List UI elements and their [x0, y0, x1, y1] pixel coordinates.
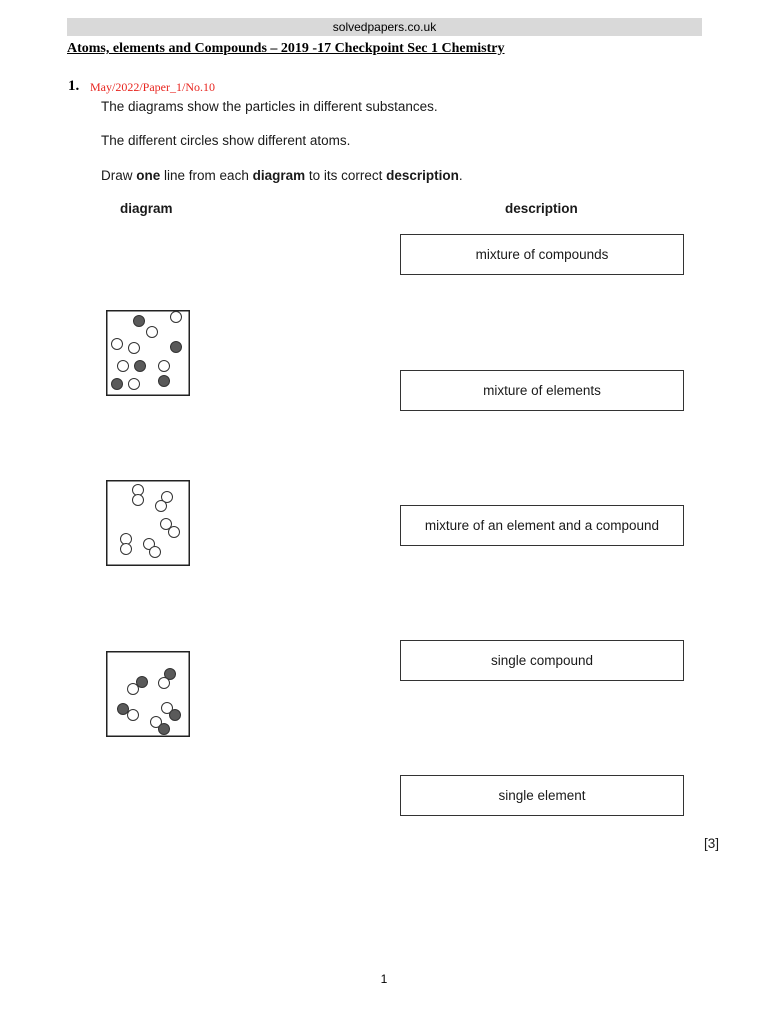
marks-label: [3] [704, 836, 720, 851]
description-column-heading: description [505, 201, 578, 216]
instr-text: . [458, 168, 463, 183]
description-box-1[interactable]: mixture of compounds [400, 234, 684, 275]
description-box-4[interactable]: single compound [400, 640, 684, 681]
instr-emphasis-description: description [386, 168, 459, 183]
instr-text: line from each [160, 168, 253, 183]
description-box-3[interactable]: mixture of an element and a compound [400, 505, 684, 546]
description-box-5[interactable]: single element [400, 775, 684, 816]
instr-text: to its correct [305, 168, 387, 183]
instruction-line-2: The different circles show different atoms. [101, 133, 351, 148]
diagram-2-diatomic-molecules[interactable] [106, 480, 190, 566]
instr-emphasis-diagram: diagram [252, 168, 306, 183]
description-box-2[interactable]: mixture of elements [400, 370, 684, 411]
page-number: 1 [380, 972, 388, 986]
instr-text: Draw [101, 168, 137, 183]
instruction-line-3 [101, 168, 463, 183]
document-title: Atoms, elements and Compounds – 2019 -17 Checkpoint Sec 1 Chemistry [67, 41, 505, 56]
site-banner: solvedpapers.co.uk [67, 18, 702, 36]
question-source: May/2022/Paper_1/No.10 [90, 80, 215, 94]
diagram-column-heading: diagram [120, 201, 173, 216]
diagram-1-mixture-atoms[interactable] [106, 310, 190, 396]
question-number: 1. [68, 78, 80, 94]
instr-emphasis-one: one [136, 168, 161, 183]
instruction-line-1: The diagrams show the particles in different substances. [101, 99, 438, 114]
diagram-3-compound-molecules[interactable] [106, 651, 190, 737]
